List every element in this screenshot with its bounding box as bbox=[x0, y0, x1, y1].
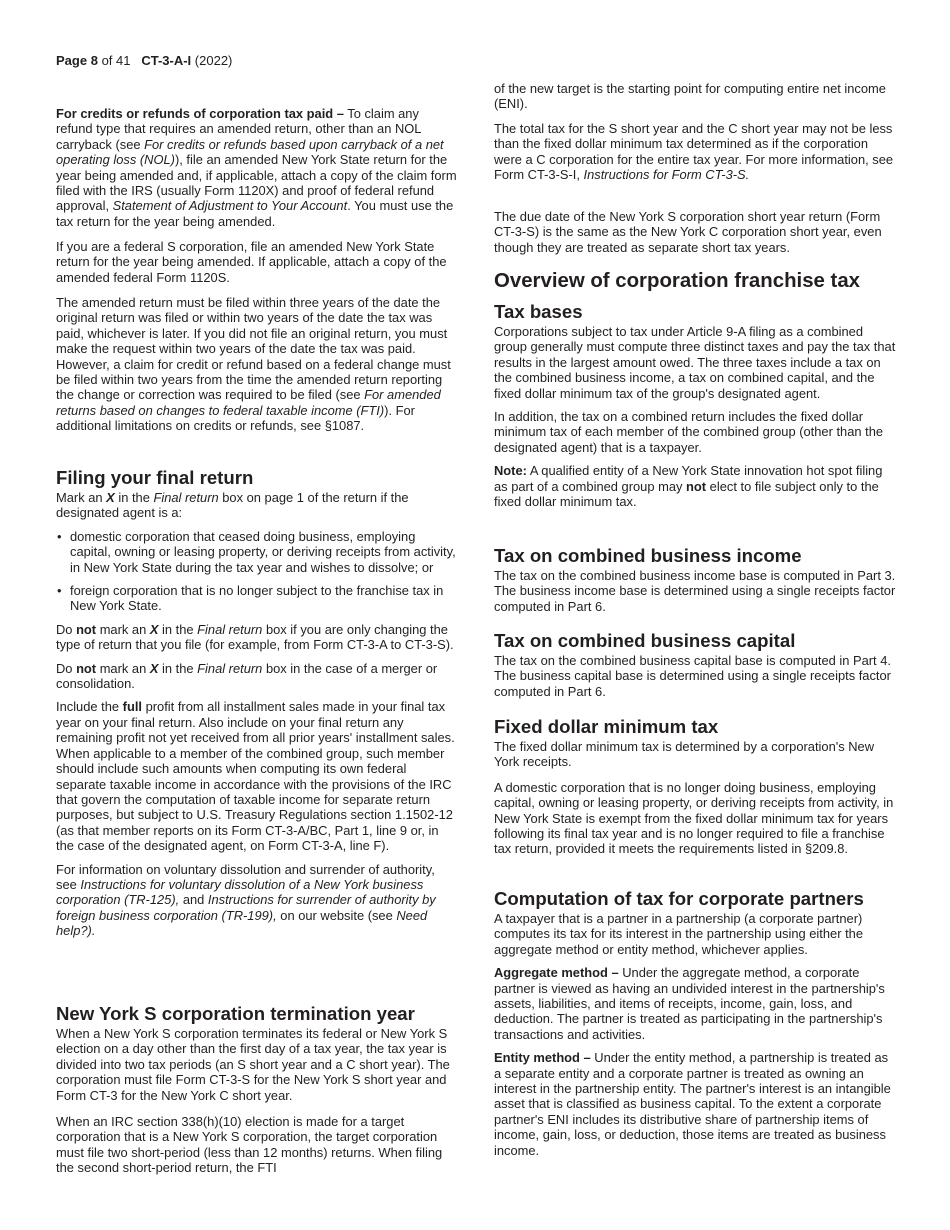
fdm-p1: The fixed dollar minimum tax is determined by a corporation's New York receipts. bbox=[494, 739, 875, 770]
tr125-title: Instructions for voluntary dissolution of a New York business corporation (TR-125), bbox=[56, 876, 424, 908]
termination-p1: When a New York S corporation terminates its federal or New York S election on a day other than the first day of a tax year, the tax year is divided into two tax periods (an S short year and a C short year). The corporation must file Form CT-3-S for the New York S short year and Form CT-3 for the New York C short year. bbox=[56, 1026, 450, 1103]
continuation-paragraph: of the new target is the starting point for computing entire net income (ENI). bbox=[494, 81, 886, 112]
text: Under the aggregate method, a corporate partner is viewed as having an undivided interest in the partnership's assets, liabilities, and items of receipts, income, gain, loss, and deduction. The partner is treated as participating in the partnership's transactions and activities. bbox=[494, 965, 885, 1042]
due-date-paragraph: The due date of the New York S corporation short year return (Form CT-3-S) is the same as the New York C corporation short year, even though they are treated as separate short tax years. bbox=[494, 209, 882, 255]
fdm-p2: A domestic corporation that is no longer doing business, employing capital, owning or leasing property, or deriving receipts from activity, in New York State is exempt from the fixed dollar minimum tax for years following its final tax year and is no longer required to file a franchise tax return, provided it meets the requirements listed in §209.8. bbox=[494, 779, 894, 857]
form-name: CT-3-A-I bbox=[141, 53, 192, 68]
final-return-term: Final return bbox=[153, 490, 219, 505]
text: box if you are only changing the type of return that you file (for example, from Form CT-3-A to CT-3-S). bbox=[56, 621, 454, 653]
text: box on page 1 of the return if the designated agent is a: bbox=[56, 490, 409, 521]
text: Include the bbox=[56, 699, 123, 715]
partners-heading: Computation of tax for corporate partners bbox=[494, 888, 864, 909]
x-mark: X bbox=[149, 621, 159, 637]
refunds-italic-2: Statement of Adjustment to Your Account bbox=[112, 198, 348, 214]
termination-p2: When an IRC section 338(h)(10) election is made for a target corporation that is a New York S corporation, the target corporation must file two short-period (less than 12 months) returns. When filing the second short-period return, the FTI bbox=[56, 1114, 443, 1176]
total-tax-paragraph bbox=[494, 121, 896, 183]
final-return-p5 bbox=[56, 862, 458, 939]
tax-bases-p2: In addition, the tax on a combined return includes the fixed dollar minimum tax of each member of the combined group (other than the designated agent) that is a taxpayer. bbox=[494, 409, 884, 455]
partners-p1: A taxpayer that is a partner in a partnership (a corporate partner) computes its tax for its interest in the partnership using either the aggregate method or entity method, whichever applies. bbox=[494, 911, 864, 957]
refunds-text-1: To claim any refund type that requires an amended return, other than an NOL carryback (see bbox=[56, 106, 421, 152]
note-label: Note: bbox=[494, 463, 527, 479]
text: mark an bbox=[96, 660, 150, 676]
amended-text-2: ). For additional limitations on credits or refunds, see §1087. bbox=[56, 402, 415, 434]
capital-heading: Tax on combined business capital bbox=[494, 630, 796, 651]
page-number: 8 bbox=[90, 53, 98, 68]
entity-method-paragraph bbox=[494, 1050, 896, 1158]
capital-p1: The tax on the combined business capital base is computed in Part 4. The business capital base is determined using a single receipts factor computed in Part 6. bbox=[494, 653, 891, 699]
not-emphasis: not bbox=[76, 621, 97, 637]
final-return-p4 bbox=[56, 699, 458, 853]
tax-bases-heading: Tax bases bbox=[494, 301, 583, 322]
x-mark: X bbox=[149, 660, 159, 676]
need-help-ref: Need help?). bbox=[56, 907, 428, 939]
termination-heading: New York S corporation termination year bbox=[56, 1003, 415, 1024]
text: A qualified entity of a New York State innovation hot spot filing as part of a combined group may bbox=[494, 463, 883, 494]
text: on our website (see bbox=[276, 907, 397, 923]
page-count: of 41 bbox=[101, 53, 131, 68]
text: in the bbox=[114, 490, 154, 505]
final-return-term: Final return bbox=[197, 621, 263, 637]
list-item: • foreign corporation that is no longer subject to the franchise tax in New York State. bbox=[56, 583, 458, 614]
income-p1: The tax on the combined business income base is computed in Part 3. The business income base is determined using a single receipts factor computed in Part 6. bbox=[494, 568, 896, 614]
x-mark: X bbox=[106, 490, 115, 505]
final-return-bullets bbox=[56, 529, 458, 614]
amended-text-1: The amended return must be filed within three years of the date the original return was filed or within two years of the date the tax was paid, whichever is later. If you did not file an original return, you must make the request within two years of the date the tax was paid. However, a claim for credit or refund based on a federal change must be filed within two years from the time the amended return reporting the change or correction was required to be filed (see bbox=[56, 295, 451, 403]
text: For information on voluntary dissolution and surrender of authority, see bbox=[56, 861, 435, 892]
fdm-section bbox=[494, 716, 896, 865]
tr199-title: Instructions for surrender of authority by foreign business corporation (TR-199), bbox=[56, 892, 436, 923]
text: elect to file subject only to the fixed dollar minimum tax. bbox=[494, 478, 879, 510]
form-year: (2022) bbox=[194, 53, 233, 68]
capital-section bbox=[494, 630, 896, 707]
overview-heading: Overview of corporation franchise tax bbox=[494, 270, 861, 292]
text: Mark an bbox=[56, 490, 107, 505]
tax-bases-note bbox=[494, 463, 896, 509]
partners-section bbox=[494, 888, 896, 1166]
amended-italic-1: For amended returns based on changes to federal taxable income (FTI) bbox=[56, 387, 441, 418]
final-return-term: Final return bbox=[197, 660, 263, 676]
text: profit from all installment sales made in your final tax year on your final return. Also include on your final return any remaining profit not yet received from all prior years' installment sales. When applicable to a member of the combined group, such member should include such amounts when computing its own federal separate taxable income in accordance with the provisions of the IRC that govern the computation of taxable income for separate return purposes, but subject to U.S. Treasury Regulations section 1.1502-12 (as that member reports on its Form CT-3-A/BC, Part 1, line 9 or, in the case of the designated agent, on Form CT-3-A, line F). bbox=[56, 699, 455, 854]
not-emphasis: not bbox=[76, 660, 97, 676]
text: box in the case of a merger or consolidation. bbox=[56, 660, 438, 692]
aggregate-lead: Aggregate method – bbox=[494, 965, 619, 981]
s-corp-paragraph: If you are a federal S corporation, file an amended New York State return for the year being amended. If applicable, attach a copy of the amended federal Form 1120S. bbox=[56, 239, 447, 285]
text: Do bbox=[56, 621, 77, 637]
refunds-text-3: . You must use the tax return for the year being amended. bbox=[56, 198, 454, 229]
refunds-text-2: ), file an amended New York State return for the year being amended and, if applicable, attach a copy of the claim form filed with the IRS (usually Form 1120X) and proof of federal refund approval, bbox=[56, 152, 457, 214]
text: Do bbox=[56, 660, 77, 676]
tax-bases-section bbox=[494, 301, 896, 517]
termination-section bbox=[56, 1003, 458, 1184]
full-emphasis: full bbox=[122, 699, 142, 715]
text: and bbox=[179, 892, 208, 908]
list-item: • domestic corporation that ceased doing business, employing capital, owning or leasing property, or deriving receipts from activity, in New York State during the tax year and wishes to dissolve; or bbox=[56, 529, 458, 575]
refunds-lead: For credits or refunds of corporation tax paid – bbox=[56, 106, 344, 121]
page-header bbox=[56, 53, 232, 69]
refunds-paragraph bbox=[56, 106, 458, 229]
final-return-p2 bbox=[56, 622, 458, 653]
text: in the bbox=[158, 621, 198, 637]
final-return-heading: Filing your final return bbox=[56, 467, 254, 488]
page-label: Page bbox=[56, 53, 88, 68]
entity-lead: Entity method – bbox=[494, 1050, 591, 1066]
ct3s-instructions: Instructions for Form CT-3-S. bbox=[583, 167, 750, 183]
text: in the bbox=[158, 660, 198, 676]
refunds-italic-1: For credits or refunds based upon carryback of a net operating loss (NOL) bbox=[56, 136, 444, 168]
text: Under the entity method, a partnership is treated as a separate entity and a corporate partner is treated as owning an interest in the partnership entity. The partner's interest is an intangible asset that is classified as business capital. To the extent a corporate partner's ENI includes its distributive share of partnership items of income, gain, loss, or deduction, those items are treated as business income. bbox=[494, 1050, 891, 1158]
final-return-p3 bbox=[56, 661, 458, 692]
final-return-section bbox=[56, 467, 458, 947]
final-return-intro bbox=[56, 490, 458, 521]
not-emphasis: not bbox=[686, 478, 707, 494]
income-section bbox=[494, 545, 896, 622]
tax-bases-p1: Corporations subject to tax under Article 9-A filing as a combined group generally must compute three distinct taxes and pay the tax that results in the largest amount owed. The three taxes include a tax on the combined business income, a tax on combined capital, and the fixed dollar minimum tax of the group's designated agent. bbox=[494, 324, 896, 401]
aggregate-method-paragraph bbox=[494, 965, 896, 1042]
text: mark an bbox=[96, 621, 150, 637]
text: The total tax for the S short year and the C short year may not be less than the fixed dollar minimum tax determined as if the corporation were a C corporation for the entire tax year. For more information, see Form CT-3-S-I, bbox=[494, 121, 894, 183]
fdm-heading: Fixed dollar minimum tax bbox=[494, 716, 719, 737]
income-heading: Tax on combined business income bbox=[494, 545, 802, 566]
amended-paragraph bbox=[56, 295, 458, 434]
